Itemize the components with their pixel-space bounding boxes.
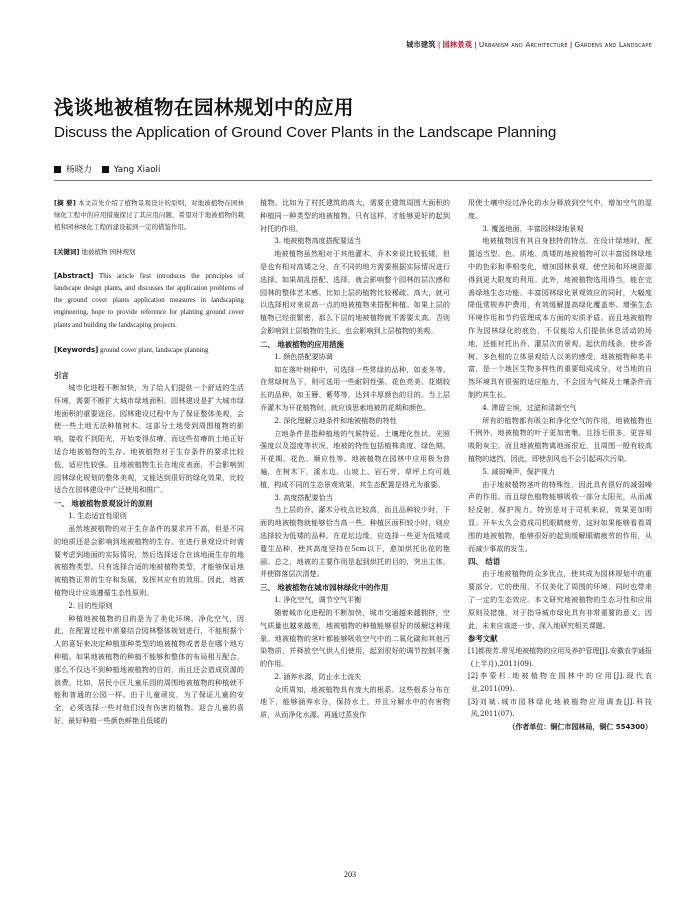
reference-item: [3]刘斌.城市园林绿化地被植物应用调查[J].科技风,2011(07).	[468, 697, 652, 719]
keywords-zh-text: 地被植物 园林规划	[81, 247, 136, 256]
abstract-en-text: This article first introduces the principles of landscape design plants, and discusses the application problems of the ground cover plants application measures in landscaping engineering, hope to provide reference for planting ground cover plants and building the landscaping projects.	[54, 272, 244, 329]
paragraph: 众所周知，地被植物具有庞大的根系。这些根系分布在地下，能够涵养水分，保持水土，并且分解水中的有害物质，从而净化水源。再通过蒸发作	[260, 684, 450, 720]
subsection-heading: 4. 滞留尘埃，过滤和清新空气	[482, 402, 577, 412]
subsection-heading: 3. 覆盖地面，丰富园林绿地景观	[482, 223, 584, 233]
subsection-heading: 3. 地被植物高度搭配要适当	[274, 236, 362, 246]
header-separator: |	[437, 40, 441, 49]
paragraph: 虽然地被植物的对于生存条件的要求并不高，但是不同的地质还是会影响到地被植物的生存。在进行景观设计时需要考虑到地面的实际情况，然后选择适合在该地面生存的地被植物类型。只有选择合适的地被植物类型，才能够保证地被植物正常的生存和发展，发挥其应有的效用。因此，地被植物设计应该遵循生态性原则。	[54, 524, 244, 597]
paragraph: 如在落叶树种中，可选择一些常绿的品种，如麦冬等。在常绿树丛下，则可选用一些耐阴性强、花色亮美、花期较长的品种，如玉簪、紫萼等，达到丰厚颜色的目的。当上层乔灌木为开花植物时，就应该思索地被的花期和颜色。	[260, 364, 450, 412]
column-3	[468, 197, 652, 734]
divider	[54, 180, 652, 181]
reference-item: [2]李蒙杉.地被植物在园林中的应用[J].现代农业,2011(09).	[468, 672, 652, 694]
title-zh: 浅谈地被植物在园林规划中的应用	[54, 96, 355, 119]
paragraph: 由于地被植物的众多优点，使其成为园林规划中的重要部分，它的使用，不仅美化了周围的环境，同时也带来了一定的生态效应。本文研究地被植物的生态习性和应用原则及措施，对于指导城市绿化具有非常重要的意义。因此，未来应该进一步、深入地研究相关课题。	[468, 569, 652, 630]
subsection-heading: 1. 净化空气，调节空气平衡	[274, 595, 362, 605]
abstract-zh-text: 本文首先介绍了植物景观设计的原则，对地被植物在园林绿化工程中的应用措施探讨了其应用问题，希望对于地被植物的栽植和园林绿化工程的建设起到一定的借鉴作用。	[54, 199, 244, 232]
header-section-highlight: 园林景观	[442, 40, 473, 49]
square-bullet-icon	[102, 166, 109, 173]
subsection-heading: 2. 涵养水源，防止水土流失	[274, 671, 362, 681]
references-heading: 参考文献	[468, 634, 498, 644]
column-2	[260, 197, 450, 722]
section-heading: 引言	[54, 371, 69, 381]
paragraph: 植物。比如为了村托建筑的高大，需要在建筑周围大面积的种植同一种类型的地被植物。只有这样，才能够更好的起到衬托的作用。	[260, 198, 450, 233]
keywords-en-text: ground cover plant, landscape planning	[99, 346, 209, 354]
reference-item: [1]都俊芳.常见地被植物的应用及养护管理[J].安徽农学通报(上半月),2011(09).	[468, 647, 652, 668]
header-separator: |	[474, 40, 477, 49]
square-bullet-icon	[54, 166, 61, 173]
paragraph: 地被植物因有其自身独特的特点，在设计绿地时，配置适当型、色、质地、高矮的地被植物可以丰富园林绿地中的色彩和季相变化，增加园林景观，使空间和环境资源得到更大限度的利用。此外，地被植物选用得当，能在完善绿地生态功能、丰富园林绿化景观效应的同时，大幅度降低常规养护费用，有效缓解提高绿化覆盖率、增强生态环境作用和节约管理成本方面的实质矛盾。而且地被植物作为园林绿化的底色，不仅能给人们提供休息活动的场地，还能衬托出乔、灌层次的景观。起伏的线条，使乡香树、多色相的立体景观给人以美的感受，地被植物种类丰富，是一个地区生物多样性的重要组成成分，对当地的自然环境具有很强的适应能力，不会因为气候及土壤条件而制约其生长。	[468, 236, 652, 399]
keywords-en-label: [Keywords]	[54, 345, 99, 354]
section-heading: 四、 结语	[468, 557, 501, 567]
section-heading: 一、 地被植物景观设计的原则	[54, 499, 153, 509]
paragraph: 地被植物虽然相对于其他灌木、乔木来说比较低矮，但是也有相对高矮之分，在不同的地方需要根据实际情况进行选择。如果胡乱搭配、选择，就会影响整个园林的层次感和园林的整体艺术感。比如上层的植物比较稀疏、高大，就可以选择相对来说高一点的地被植物来搭配种植。如果上层的植物已经很繁密，那么下层的地被植物就不需要太高。否则会影响到上层植物的生长，也会影响到上层植物的美观。	[260, 249, 450, 335]
author-affiliation: （作者单位：铜仁市园林局，铜仁 554300）	[508, 722, 652, 731]
subsection-heading: 5. 减弱噪声，保护视力	[482, 466, 556, 476]
header-section-en: Urbanism and Architecture	[478, 40, 568, 49]
paragraph: 随着城市化进程的不断加快，城市交通越来越拥挤，空气质量也越来越差，地被植物的种植能够很好的缓解这种现象。地被植物的茎叶都能够吸收空气中的二氧化碳和其他污染物质，并释放空气供人们使用，起到很好的调节控制平衡的作用。	[260, 607, 450, 669]
author-en: Yang Xiaoli	[113, 165, 161, 175]
subsection-heading: 1. 生态适宜性原则	[68, 511, 127, 521]
paragraph: 所有的植物都有吸尘和净化空气的作用，地被植物也不例外，地被植物的叶子更加密集，且扬毛很多，更容易吸附灰尘。而且地被植物离地面很近，且周围一般有较高植物的遮挡，因此，即使刮风也不会引起再次污染。	[468, 415, 652, 463]
section-heading: 三、 地被植物在城市园林绿化中的作用	[260, 583, 389, 593]
running-header	[406, 40, 652, 50]
abstract-zh-label: [摘 要]	[54, 199, 76, 207]
paragraph: 城市化进程不断加快，为了给人们提供一个舒适的生活环境，需要不断扩大城市绿地面积，园林建设是扩大城市绿地面积的重要途径。园林建设过程中为了保证整体美观，会使一些土地无法种植树木。这部分土地受到周围植物的影响，接收不到阳光，开始变得贫瘠，而这些贫瘠的土地正好适合地被植物的生存。地被植物对于生存条件的要求比较低，适应性较强。且地被植物生长在地皮表面，不会影响到园林绿化规划的整体美观，又能达到很好的绿化效果，比较适合在园林建设中广泛使用和推广。	[54, 383, 244, 495]
paragraph: 种植地被植物的目的是为了美化环境、净化空气，因此，在配置过程中需要结合园林整体规划进行，不能根据个人的喜好来决定种植那种类型的地被植物或者是在哪个地方种植。如果地被植物的种植不能够和整体的布局相互配合，那么不仅达不到种植地被植物的目的，而且还会造成资源的浪费。比如，居民小区儿童乐园的周围地被植物的种植就不能和普通的公园一样。由于儿童顽皮，为了保证儿童的安全，必须选择一些对他们没有伤害的植物。迎合儿童的喜好，最好种植一些颜色鲜艳且低矮的	[54, 613, 244, 725]
abstract-en-label: [Abstract]	[54, 271, 94, 280]
header-section-zh: 城市建筑	[406, 40, 436, 49]
header-separator: |	[569, 40, 573, 49]
keywords-en	[54, 344, 244, 357]
paragraph: 立地条件是指种植地的气候特征、土壤理化性状、光照强度以及湿度等状况，地被的特性包括植株高度、绿色期、开花期、花色、顺应性等。地被植物在园林中应用极为普遍，在树木下，溪水边、山坡上、岩石旁、草坪上均可栽植，构成不同的生态景观效果，其生态配置是得尤为重要。	[260, 428, 450, 489]
abstract-en	[54, 270, 244, 332]
top-border	[0, 0, 700, 10]
paragraph: 由于地被植物茎叶的特殊性，因此具有很好的减弱噪声的作用。而且绿色植物能够吸收一部分太阳光，从而减轻反射，保护视力。特别是对于司机来说，效果更加明显。开车太久会造成司机眼睛疲劳，这时如果能够看看周围的地被植物，能够很好的起到缓解眼睛疲劳的作用，从而减少事故的发生。	[468, 479, 652, 553]
header-section-en: Gardens and Landscape	[574, 40, 652, 49]
keywords-zh-label: [关键词]	[54, 247, 80, 256]
author-zh: 杨晓力	[66, 165, 92, 175]
keywords-zh	[54, 246, 244, 258]
author-line	[54, 163, 160, 175]
title-en: Discuss the Application of Ground Cover Plants in the Landscape Planning	[54, 124, 557, 141]
paragraph: 当上层的乔、灌木分枝点比较高，而且品种较少时，下面的地被植物就能够恰当高一些。种植区面积较小时，则应选择较为低矮的品种。在花坛边缘，应选择一些更为低矮或蔓生品种，使其高度坚持在5cm以下，愈加烘托出花的艳丽。总之，地被的主要作用是起到烘托的目的，突出主体，并使群落层次清楚。	[260, 505, 450, 579]
column-1	[54, 197, 244, 728]
page-number: 203	[343, 870, 357, 879]
subsection-heading: 3. 高度搭配要恰当	[274, 492, 333, 502]
abstract-zh	[54, 197, 244, 234]
section-heading: 二、 地被植物的应用措施	[260, 339, 344, 349]
subsection-heading: 1. 颜色搭配要协调	[274, 351, 333, 361]
paragraph: 用使土壤中经过净化的水分释放到空气中，增加空气的湿度。	[468, 198, 652, 220]
subsection-heading: 2. 深化理解立地条件和地被植物的特性	[274, 415, 397, 425]
subsection-heading: 2. 目的性原则	[68, 600, 113, 610]
